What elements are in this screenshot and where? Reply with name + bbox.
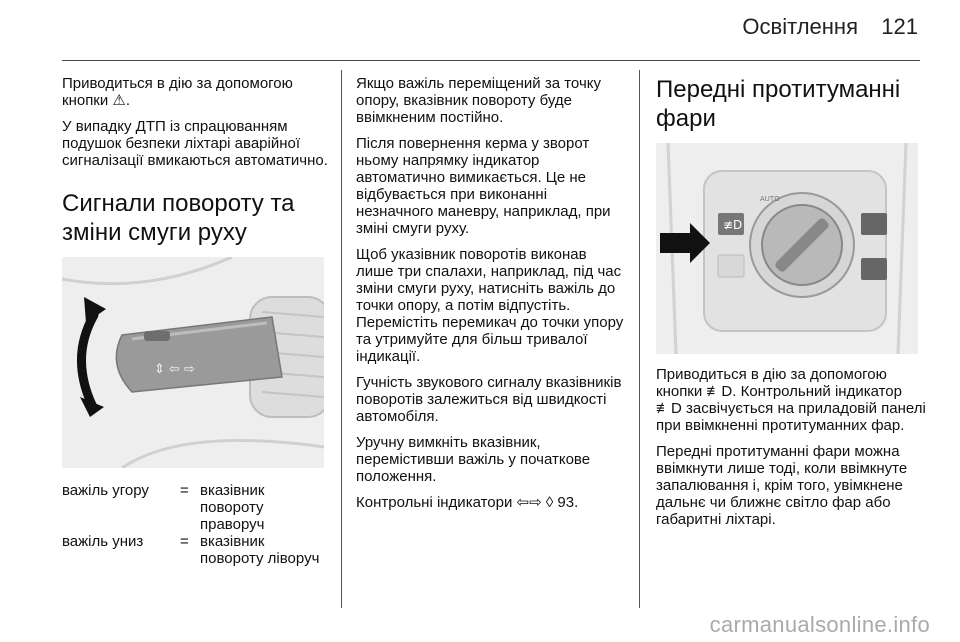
legend-equals: = bbox=[180, 533, 189, 550]
column-2 bbox=[356, 75, 626, 520]
legend-row-down bbox=[62, 533, 328, 567]
watermark: carmanualsonline.info bbox=[709, 612, 930, 637]
legend-row-up bbox=[62, 482, 328, 533]
paragraph: Якщо важіль переміщений за точку опору, вказівник повороту буде ввімкненим постійно. bbox=[356, 75, 601, 126]
legend-description: вказівник повороту праворуч bbox=[200, 482, 265, 533]
column-1 bbox=[62, 75, 328, 567]
running-header-title: Освітлення bbox=[742, 14, 858, 39]
paragraph: Щоб указівник поворотів виконав лише три спалахи, наприклад, під час зміни смуги руху, натисніть важіль до точки опору, а потім відпустіть. Перемістіть перемикач до точки упору та утримуйте для більш тривалої індикації. bbox=[356, 246, 624, 365]
paragraph: Після повернення керма у зворот ньому напрямку індикатор автоматично вимикається. Це не відбувається при виконанні незначного маневру, наприклад, при зміні смуги руху. bbox=[356, 135, 611, 237]
legend-term: важіль униз bbox=[62, 533, 144, 550]
legend-term: важіль угору bbox=[62, 482, 149, 499]
turn-signal-lever-illustration bbox=[62, 257, 324, 468]
paragraph: Передні протитуманні фари можна ввімкнути лише тоді, коли ввімкнуте запалювання і, крім того, увімкнене дальнє чи ближнє світло фар або габаритні ліхтарі. bbox=[656, 443, 908, 528]
light-switch-illustration bbox=[656, 143, 918, 354]
section-heading-turn-signals: Сигнали повороту та зміни смуги руху bbox=[62, 190, 295, 246]
svg-text:AUTO: AUTO bbox=[760, 195, 780, 203]
paragraph: Уручну вимкніть вказівник, перемістивши важіль у початкове положення. bbox=[356, 434, 591, 485]
lever-symbols-text: ⇕ ⇦ ⇨ bbox=[154, 362, 195, 377]
hazard-paragraph: Приводиться в дію за допомогою кнопки ⚠. bbox=[62, 75, 293, 109]
column-divider-1 bbox=[341, 70, 342, 608]
indicator-reference: Контрольні індикатори ⇦⇨ ◊ 93. bbox=[356, 494, 579, 511]
column-3 bbox=[656, 75, 926, 537]
crash-paragraph: У випадку ДТП із спрацюванням подушок безпеки ліхтарі аварійної сигналізації вмикаються автоматично. bbox=[62, 118, 328, 169]
column-divider-2 bbox=[639, 70, 640, 608]
legend-description: вказівник повороту ліворуч bbox=[200, 533, 320, 567]
header-divider bbox=[62, 60, 920, 61]
legend-equals: = bbox=[180, 482, 189, 499]
paragraph: Приводиться в дію за допомогою кнопки ≢D. Контрольний індикатор ≢D засвічується на приладовій панелі при ввімкненні протитуманних фар. bbox=[656, 366, 926, 434]
paragraph: Гучність звукового сигналу вказівників поворотів залежиться від швидкості автомобіля. bbox=[356, 374, 622, 425]
svg-text:≢D: ≢D bbox=[723, 218, 743, 232]
page-number: 121 bbox=[881, 14, 918, 39]
lever-legend bbox=[62, 482, 328, 567]
section-heading-fog-lights: Передні протитуманні фари bbox=[656, 76, 901, 132]
